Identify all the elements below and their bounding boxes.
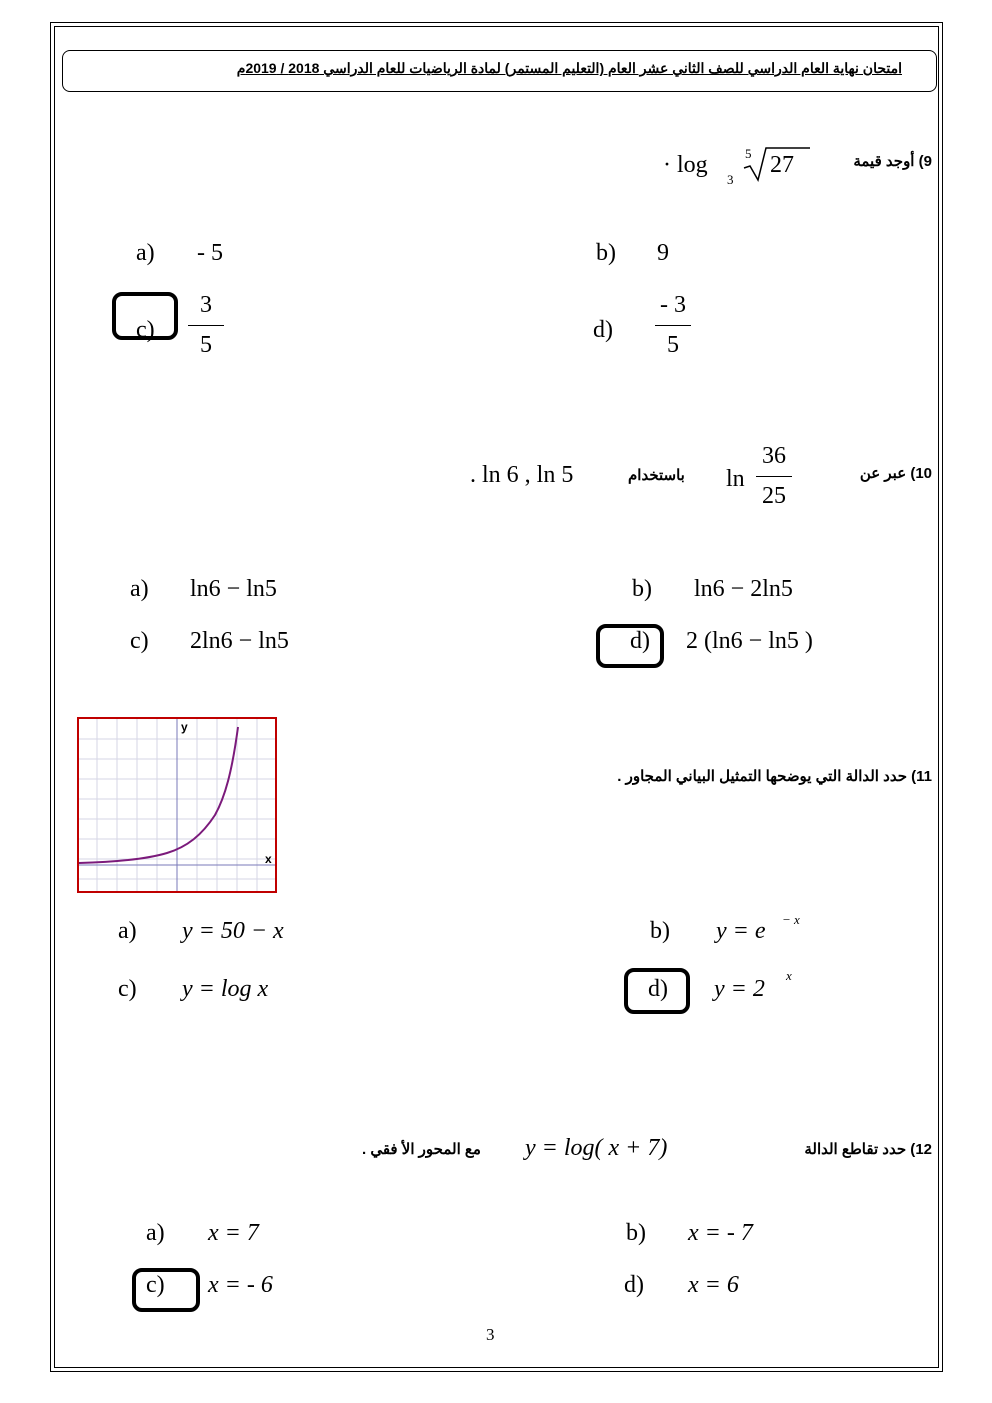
exam-title: امتحان نهاية العام الدراسي للصف الثاني عشر العام (التعليم المستمر) لمادة الرياضيات للعام الدراسي 2018 / 2019م: [236, 60, 902, 76]
q11-graph: [77, 717, 277, 893]
q11-option-a-value: y = 50 − x: [182, 918, 284, 944]
q11-option-a-label[interactable]: a): [118, 918, 137, 944]
q9-option-c-fraction: [184, 292, 228, 359]
q10-option-a-value: ln6 − ln5: [190, 576, 277, 602]
q12-option-b-value: x = - 7: [688, 1220, 753, 1246]
q11-option-b-exponent: − x: [782, 912, 800, 927]
fraction-bar: [655, 325, 691, 326]
q10-ln: ln: [726, 466, 745, 492]
q12-prompt-start: 12) حدد تقاطع الدالة: [804, 1141, 932, 1158]
q9-root-index: 5: [745, 146, 752, 161]
q12-option-c-label[interactable]: c): [146, 1272, 165, 1298]
q10-prompt: 10) عبر عن: [859, 465, 932, 482]
q9-option-b-value: 9: [657, 240, 669, 266]
q11-option-b-label[interactable]: b): [650, 918, 670, 944]
q12-option-a-label[interactable]: a): [146, 1220, 165, 1246]
q10-denominator: 25: [762, 483, 786, 509]
q10-option-d-value: 2 (ln6 − ln5 ): [686, 628, 813, 654]
q10-option-b-label[interactable]: b): [632, 576, 652, 602]
q11-option-d-label[interactable]: d): [648, 976, 668, 1002]
page-number: 3: [486, 1325, 495, 1344]
q9-log: · log: [663, 152, 708, 178]
q12-option-d-label[interactable]: d): [624, 1272, 644, 1298]
q12-option-b-label[interactable]: b): [626, 1220, 646, 1246]
q10-option-a-label[interactable]: a): [130, 576, 149, 602]
q12-option-d-value: x = 6: [688, 1272, 739, 1298]
q10-fraction: [752, 443, 796, 510]
q10-terms: . ln 6 , ln 5: [470, 462, 574, 488]
q12-option-a-value: x = 7: [208, 1220, 259, 1246]
q12-prompt-end: مع المحور الأ فقي .: [362, 1141, 481, 1158]
q9-option-c-label[interactable]: c): [136, 317, 155, 343]
q10-option-d-label[interactable]: d): [630, 628, 650, 654]
q12-selected-answer-circle: [132, 1268, 200, 1312]
x-axis-label: x: [265, 852, 272, 866]
q11-option-b-value: y = e: [716, 918, 766, 944]
q9-option-d-fraction: [651, 292, 695, 359]
q9-option-d-label[interactable]: d): [593, 317, 613, 343]
q12-expression: y = log( x + 7): [525, 1135, 668, 1161]
q9-option-d-denominator: 5: [667, 332, 679, 358]
fraction-bar: [756, 476, 792, 477]
q9-option-a-label[interactable]: a): [136, 240, 155, 266]
y-axis-label: y: [181, 720, 188, 734]
q9-option-b-label[interactable]: b): [596, 240, 616, 266]
q12-option-c-value: x = - 6: [208, 1272, 273, 1298]
fraction-bar: [188, 325, 224, 326]
q10-numerator: 36: [762, 443, 786, 469]
q11-prompt: 11) حدد الدالة التي يوضحها التمثيل البياني المجاور .: [617, 768, 932, 785]
q9-option-d-numerator: - 3: [660, 292, 686, 318]
q9-option-c-numerator: 3: [200, 292, 212, 318]
q11-option-c-label[interactable]: c): [118, 976, 137, 1002]
q10-option-c-label[interactable]: c): [130, 628, 149, 654]
q9-option-a-value: - 5: [197, 240, 223, 266]
q10-using: باستخدام: [628, 467, 685, 484]
q11-option-d-exponent: x: [786, 968, 792, 983]
q11-option-d-value: y = 2: [714, 976, 765, 1002]
q9-radicand: 27: [770, 152, 794, 178]
q10-option-b-value: ln6 − 2ln5: [694, 576, 793, 602]
q10-option-c-value: 2ln6 − ln5: [190, 628, 289, 654]
q9-option-c-denominator: 5: [200, 332, 212, 358]
q11-option-c-value: y = log x: [182, 976, 269, 1002]
q9-log-base: 3: [727, 172, 734, 187]
q9-prompt: 9) أوجد قيمة: [853, 153, 932, 170]
page-border-inner: [54, 26, 939, 1368]
